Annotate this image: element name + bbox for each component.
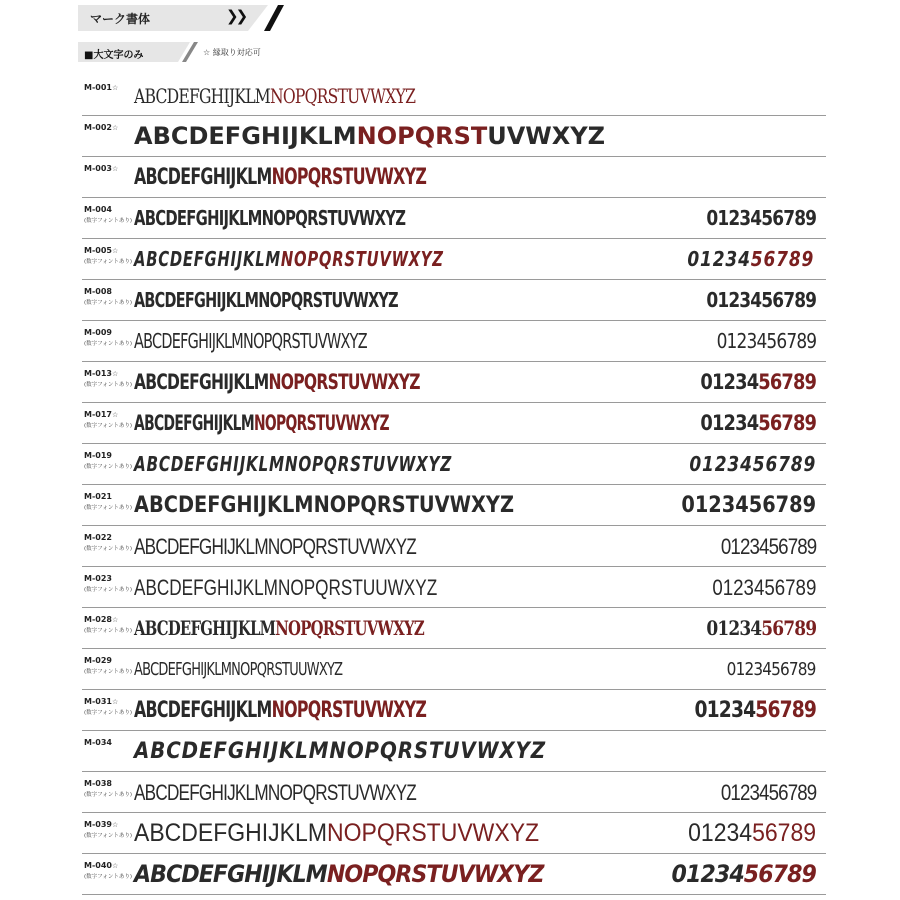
numeric-font-note: (数字フォントあり) <box>84 546 133 552</box>
alphabet-sample <box>134 608 424 649</box>
alphabet-sample <box>134 239 444 280</box>
numerals-dark: 01234 <box>700 370 759 394</box>
section-title-tab <box>78 5 268 31</box>
alphabet-sample <box>134 854 543 895</box>
letters-dark: ABCDEFGHIJKLMNOPQRSTUVWXYZ <box>134 452 453 476</box>
letters-dark-tail: UVWXYZ <box>487 122 606 150</box>
numerals-dark: 01234 <box>671 860 744 888</box>
numeral-sample <box>712 567 816 608</box>
font-code-label: M-004 <box>84 205 112 214</box>
numerals-dark: 0123456789 <box>689 452 816 476</box>
numeral-sample <box>687 239 814 280</box>
alphabet-sample <box>134 198 405 239</box>
alphabet-sample <box>134 485 514 526</box>
numeric-font-note: (数字フォントあり) <box>84 874 133 880</box>
outline-star-icon: ☆ <box>111 698 119 706</box>
font-code <box>84 451 112 460</box>
subsection-title: ■大文字のみ <box>84 50 144 61</box>
font-code <box>84 656 112 665</box>
letters-dark: ABCDEFGHIJKLM <box>134 860 327 888</box>
numerals-red: 56789 <box>761 616 816 640</box>
letters-dark: ABCDEFGHIJKLM <box>134 122 357 150</box>
letters-red: NOPQRSTUVWXYZ <box>271 165 427 190</box>
numerals-red: 56789 <box>752 819 816 847</box>
numeric-font-note: (数字フォントあり) <box>84 710 133 716</box>
font-row <box>82 608 826 649</box>
outline-star-icon: ☆ <box>111 370 119 378</box>
letters-dark: ABCDEFGHIJKLM <box>134 247 281 271</box>
numerals-dark: 01234 <box>700 411 759 435</box>
numerals-red: 56789 <box>758 370 816 394</box>
numeral-sample <box>706 608 816 649</box>
font-code-label: M-019 <box>84 451 112 460</box>
numeral-sample <box>720 772 816 813</box>
font-row <box>82 526 826 567</box>
font-code-label: M-039 <box>84 820 112 829</box>
letters-dark: ABCDEFGHIJKLMNOPQRSTUVWXYZ <box>134 329 367 353</box>
numeral-sample <box>706 280 816 321</box>
letters-red: NOPQRST <box>356 122 488 150</box>
letters-dark: ABCDEFGHIJKLMNOPQRSTUVWXYZ <box>134 493 514 518</box>
letters-dark: ABCDEFGHIJKLMNOPQRSTUVWXYZ <box>134 206 406 230</box>
letters-dark: ABCDEFGHIJKLMNOPQRSTUVWXYZ <box>134 288 398 312</box>
alphabet-sample <box>134 116 605 157</box>
numeric-font-note: (数字フォントあり) <box>84 628 133 634</box>
alphabet-sample <box>134 76 415 116</box>
font-code-label: M-005 <box>84 246 112 255</box>
font-row <box>82 567 826 608</box>
font-code <box>84 287 112 296</box>
font-code-label: M-029 <box>84 656 112 665</box>
letters-red: NOPQRSTUVWXYZ <box>253 411 389 435</box>
font-row <box>82 772 826 813</box>
outline-star-icon: ☆ <box>111 821 119 829</box>
alphabet-sample <box>134 649 342 690</box>
numeric-font-note: (数字フォントあり) <box>84 218 133 224</box>
alphabet-sample <box>134 772 416 813</box>
font-row <box>82 813 826 854</box>
numeric-font-note: (数字フォントあり) <box>84 382 133 388</box>
font-row <box>82 362 826 403</box>
font-code <box>84 533 112 542</box>
font-row <box>82 280 826 321</box>
numeral-sample <box>700 362 816 403</box>
font-code-label: M-031 <box>84 697 112 706</box>
font-code <box>84 328 112 337</box>
font-code <box>84 164 118 174</box>
numeric-font-note: (数字フォントあり) <box>84 587 133 593</box>
font-code <box>84 410 118 420</box>
numeric-font-note: (数字フォントあり) <box>84 464 133 470</box>
font-code <box>84 205 112 214</box>
numerals-dark: 0123456789 <box>720 534 816 559</box>
numerals-red: 56789 <box>750 247 814 271</box>
outline-star-icon: ☆ <box>111 411 119 419</box>
font-code <box>84 574 112 583</box>
outline-star-icon: ☆ <box>111 247 119 255</box>
numeral-sample <box>700 403 816 444</box>
letters-dark: ABCDEFGHIJKLM <box>134 411 254 435</box>
numerals-red: 56789 <box>755 698 816 723</box>
font-row <box>82 321 826 362</box>
letters-red: NOPQRSTUVWXYZ <box>326 860 544 888</box>
letters-red: NOPQRSTUVWXYZ <box>275 616 424 640</box>
numerals-dark: 01234 <box>688 819 753 847</box>
font-code <box>84 738 112 747</box>
font-row <box>82 239 826 280</box>
numerals-dark: 01234 <box>687 247 751 271</box>
alphabet-sample <box>134 157 426 198</box>
font-code <box>84 83 118 93</box>
numerals-dark: 0123456789 <box>720 780 816 805</box>
font-row <box>82 76 826 116</box>
numerals-dark: 0123456789 <box>706 288 816 312</box>
numeric-font-note: (数字フォントあり) <box>84 300 133 306</box>
letters-dark: ABCDEFGHIJKLM <box>134 84 271 108</box>
numeric-font-note: (数字フォントあり) <box>84 669 133 675</box>
font-code-label: M-002 <box>84 123 112 132</box>
numeric-font-note: (数字フォントあり) <box>84 341 133 347</box>
font-code-label: M-009 <box>84 328 112 337</box>
font-row <box>82 198 826 239</box>
font-code-label: M-013 <box>84 369 112 378</box>
letters-red: NOPQRSTUVWXYZ <box>270 84 416 108</box>
numerals-dark: 0123456789 <box>706 206 816 230</box>
font-row <box>82 403 826 444</box>
numeral-sample <box>727 649 816 690</box>
letters-red: NOPQRSTUVWXYZ <box>268 370 420 394</box>
font-code-label: M-008 <box>84 287 112 296</box>
font-code <box>84 861 118 871</box>
font-code <box>84 123 118 133</box>
letters-dark: ABCDEFGHIJKLM <box>134 165 272 190</box>
alphabet-sample <box>134 567 437 608</box>
alphabet-sample <box>134 403 389 444</box>
numeral-sample <box>720 526 816 567</box>
numeral-sample <box>689 444 816 485</box>
numerals-dark: 0123456789 <box>727 659 816 680</box>
font-code-label: M-034 <box>84 738 112 747</box>
font-row <box>82 690 826 731</box>
font-code-label: M-017 <box>84 410 112 419</box>
alphabet-sample <box>134 526 416 567</box>
letters-dark: ABCDEFGHIJKLMNOPQRSTUVWXYZ <box>134 534 416 559</box>
letters-dark: ABCDEFGHIJKLMNOPQRSTUUWXYZ <box>134 575 438 600</box>
letters-red: NOPQRSTUVWXYZ <box>326 819 540 847</box>
font-code <box>84 615 118 625</box>
letters-dark: ABCDEFGHIJKLMNOPQRSTUUWXYZ <box>134 659 343 680</box>
letters-dark: ABCDEFGHIJKLMNOPQRSTUVWXYZ <box>134 739 547 764</box>
letters-dark: ABCDEFGHIJKLM <box>134 819 327 847</box>
font-row <box>82 157 826 198</box>
numeral-sample <box>681 485 816 526</box>
font-row <box>82 116 826 157</box>
alphabet-sample <box>134 690 426 731</box>
outline-star-icon: ☆ <box>111 124 119 132</box>
numeric-font-note: (数字フォントあり) <box>84 833 133 839</box>
font-code <box>84 820 118 830</box>
section-title: マーク書体 <box>90 12 151 26</box>
font-code <box>84 369 118 379</box>
letters-dark: ABCDEFGHIJKLM <box>134 616 276 640</box>
font-row <box>82 731 826 772</box>
numeral-sample <box>706 198 816 239</box>
double-chevron-icon: ❯❯ <box>226 7 246 25</box>
alphabet-sample <box>134 280 398 321</box>
numeral-sample <box>672 854 816 895</box>
font-code-label: M-022 <box>84 533 112 542</box>
letters-red: NOPQRSTUVWXYZ <box>271 698 427 723</box>
outline-star-icon: ☆ <box>111 862 119 870</box>
font-row <box>82 649 826 690</box>
letters-dark: ABCDEFGHIJKLM <box>134 370 269 394</box>
numeric-font-note: (数字フォントあり) <box>84 259 133 265</box>
alphabet-sample <box>134 731 546 772</box>
numerals-dark: 01234 <box>694 698 756 723</box>
outline-note: ☆ 縁取り対応可 <box>203 48 261 57</box>
numeral-sample <box>694 690 816 731</box>
numeral-sample <box>716 321 816 362</box>
numerals-red: 56789 <box>743 860 816 888</box>
numeric-font-note: (数字フォントあり) <box>84 423 133 429</box>
numeric-font-note: (数字フォントあり) <box>84 792 133 798</box>
outline-star-icon: ☆ <box>111 84 119 92</box>
font-code-label: M-038 <box>84 779 112 788</box>
font-code-label: M-001 <box>84 83 112 92</box>
subsection-tab <box>78 42 198 62</box>
font-code <box>84 697 118 707</box>
numeric-font-note: (数字フォントあり) <box>84 505 133 511</box>
numerals-red: 56789 <box>758 411 816 435</box>
alphabet-sample <box>134 444 452 485</box>
font-code-label: M-023 <box>84 574 112 583</box>
letters-red: NOPQRSTUVWXYZ <box>280 247 444 271</box>
numerals-dark: 0123456789 <box>716 329 816 353</box>
numeral-sample <box>688 813 816 854</box>
font-code-label: M-021 <box>84 492 112 501</box>
font-row <box>82 485 826 526</box>
alphabet-sample <box>134 813 539 854</box>
font-row <box>82 854 826 895</box>
numerals-dark: 0123456789 <box>711 575 816 600</box>
font-code-label: M-003 <box>84 164 112 173</box>
font-code <box>84 246 118 256</box>
font-code <box>84 492 112 501</box>
alphabet-sample <box>134 362 420 403</box>
letters-dark: ABCDEFGHIJKLM <box>134 698 272 723</box>
font-row <box>82 444 826 485</box>
font-sample-list <box>82 76 826 895</box>
font-code-label: M-028 <box>84 615 112 624</box>
font-code <box>84 779 112 788</box>
alphabet-sample <box>134 321 367 362</box>
outline-star-icon: ☆ <box>111 616 119 624</box>
letters-dark: ABCDEFGHIJKLMNOPQRSTUVWXYZ <box>134 780 416 805</box>
font-code-label: M-040 <box>84 861 112 870</box>
numerals-dark: 01234 <box>706 616 762 640</box>
outline-star-icon: ☆ <box>111 165 119 173</box>
numerals-dark: 0123456789 <box>681 493 816 518</box>
